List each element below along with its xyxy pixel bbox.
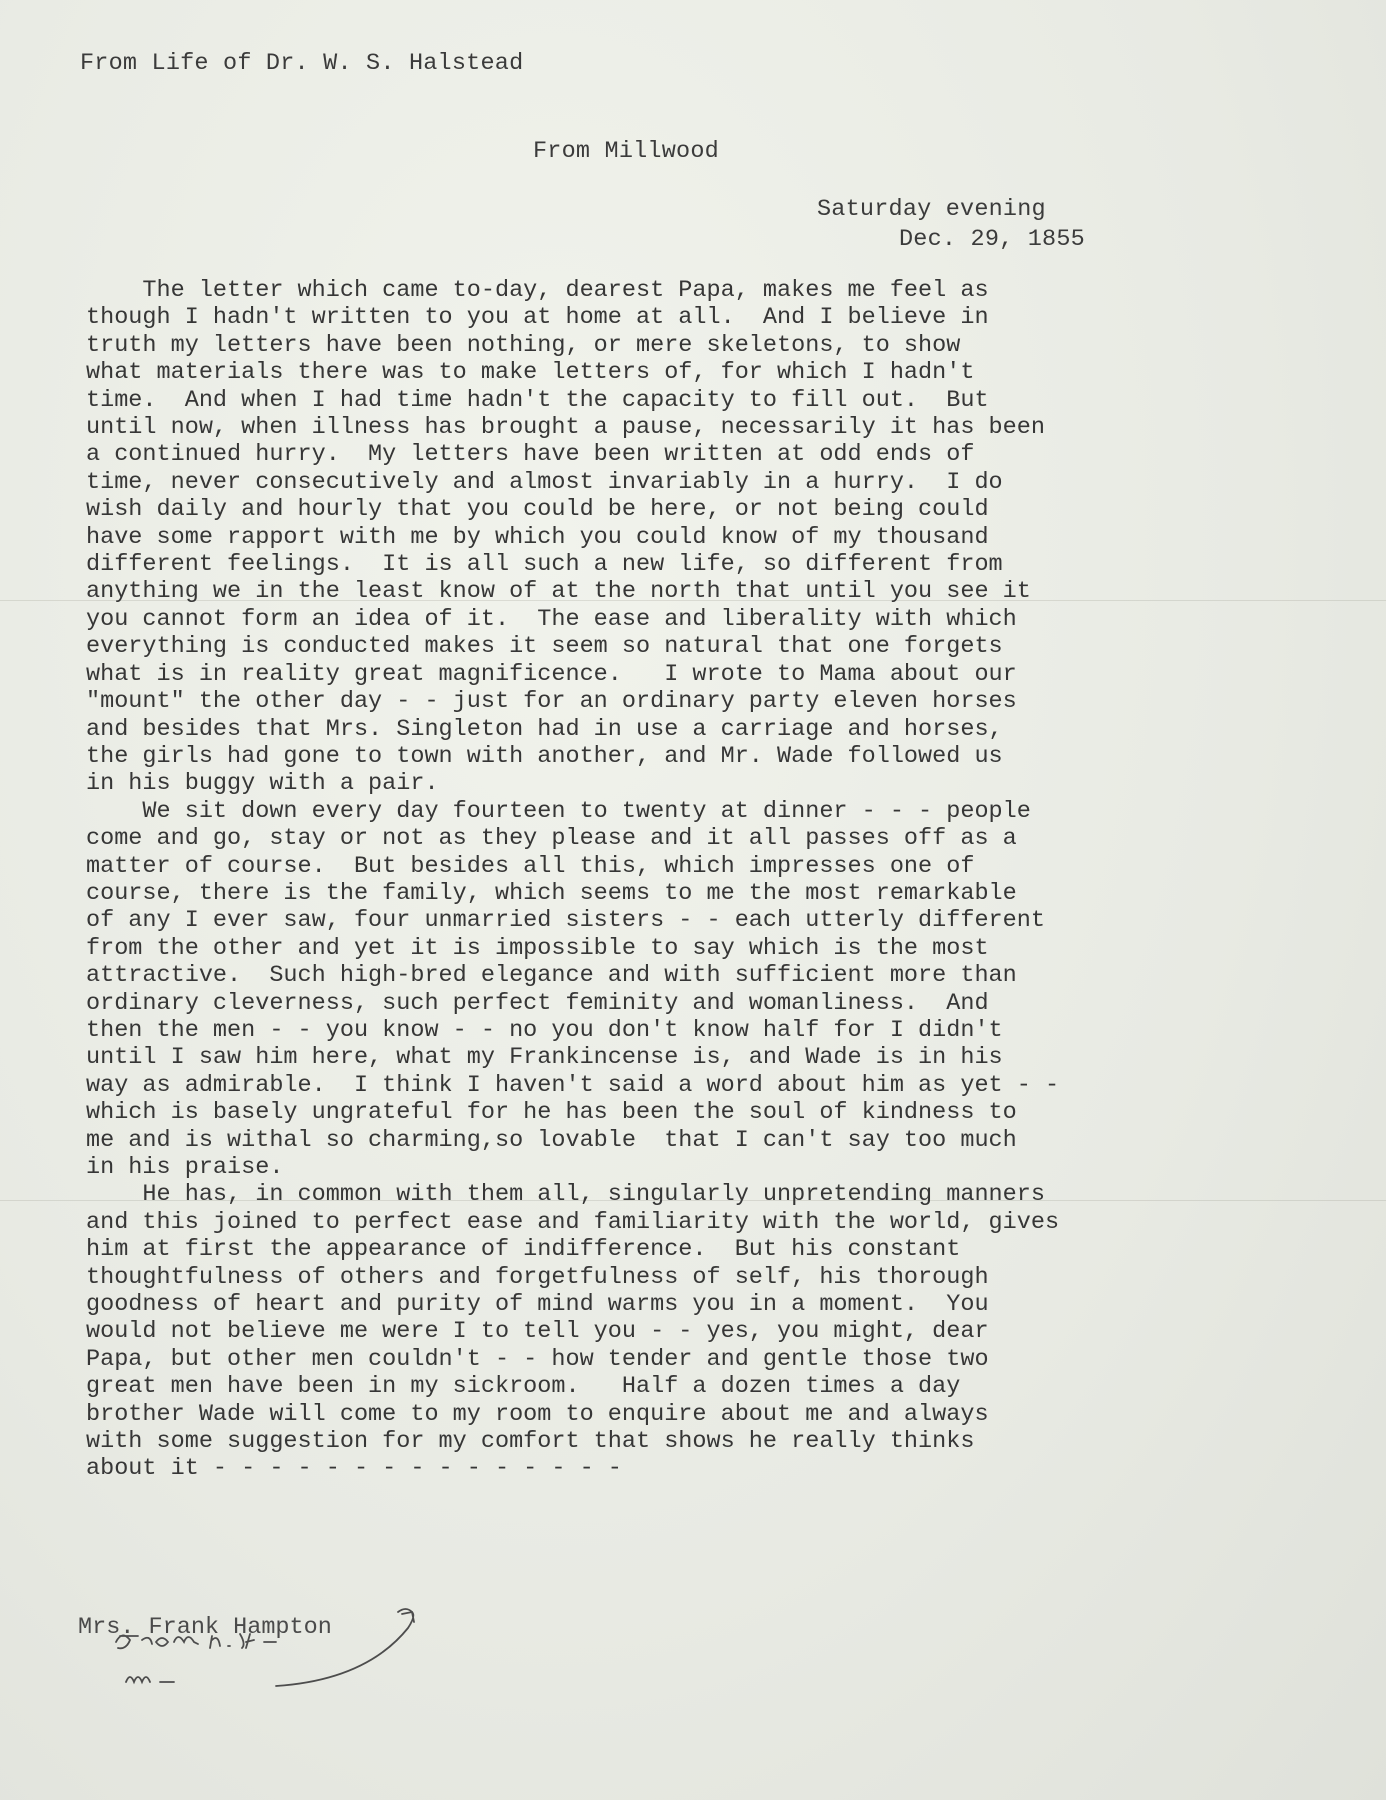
body-line: would not believe me were I to tell you - - yes, you might, dear xyxy=(86,1318,989,1346)
body-line: time. And when I had time hadn't the capacity to fill out. But xyxy=(86,386,989,414)
body-line: have some rapport with me by which you could know of my thousand xyxy=(86,523,989,551)
body-line: truth my letters have been nothing, or mere skeletons, to show xyxy=(86,331,961,359)
body-line: and besides that Mrs. Singleton had in use a carriage and horses, xyxy=(86,715,1003,743)
body-line: He has, in common with them all, singularly unpretending manners xyxy=(86,1181,1045,1209)
body-line: time, never consecutively and almost invariably in a hurry. I do xyxy=(86,468,1003,496)
source-note: From Life of Dr. W. S. Halstead xyxy=(80,50,524,77)
body-line: what materials there was to make letters of, for which I hadn't xyxy=(86,359,975,387)
letter-date-day: Saturday evening xyxy=(817,196,1046,223)
body-line: goodness of heart and purity of mind warms you in a moment. You xyxy=(86,1291,989,1319)
body-line: The letter which came to-day, dearest Papa, makes me feel as xyxy=(86,277,989,304)
body-line: thoughtfulness of others and forgetfulness of self, his thorough xyxy=(86,1263,989,1291)
letter-body xyxy=(86,277,1226,1483)
body-line: course, there is the family, which seems to me the most remarkable xyxy=(86,879,1017,907)
body-line: wish daily and hourly that you could be here, or not being could xyxy=(86,496,989,524)
body-line: from the other and yet it is impossible to say which is the most xyxy=(86,934,989,962)
body-line: with some suggestion for my comfort that shows he really thinks xyxy=(86,1428,975,1456)
body-line: until now, when illness has brought a pause, necessarily it has been xyxy=(86,414,1045,442)
body-line: me and is withal so charming,so lovable that I can't say too much xyxy=(86,1126,1017,1154)
body-line: which is basely ungrateful for he has been the soul of kindness to xyxy=(86,1099,1017,1127)
body-line: great men have been in my sickroom. Half a dozen times a day xyxy=(86,1373,961,1401)
body-line: attractive. Such high-bred elegance and with sufficient more than xyxy=(86,962,1017,990)
body-line: in his buggy with a pair. xyxy=(86,770,439,798)
body-line: the girls had gone to town with another, and Mr. Wade followed us xyxy=(86,742,1003,770)
body-line: of any I ever saw, four unmarried sisters - - each utterly different xyxy=(86,907,1045,935)
signature: Mrs. Frank Hampton xyxy=(78,1614,332,1641)
body-line: "mount" the other day - - just for an ordinary party eleven horses xyxy=(86,688,1017,716)
handwritten-annotation xyxy=(100,1600,460,1730)
body-line: what is in reality great magnificence. I wrote to Mama about our xyxy=(86,660,1017,688)
body-line: then the men - - you know - - no you don't know half for I didn't xyxy=(86,1016,1003,1044)
body-line: different feelings. It is all such a new life, so different from xyxy=(86,551,1003,579)
body-line: though I hadn't written to you at home at all. And I believe in xyxy=(86,304,989,332)
body-line: ordinary cleverness, such perfect feminity and womanliness. And xyxy=(86,989,989,1017)
body-line: and this joined to perfect ease and familiarity with the world, gives xyxy=(86,1208,1060,1236)
body-line: anything we in the least know of at the north that until you see it xyxy=(86,578,1031,606)
body-line: Papa, but other men couldn't - - how tender and gentle those two xyxy=(86,1345,989,1373)
body-line: in his praise. xyxy=(86,1154,284,1181)
letter-date: Dec. 29, 1855 xyxy=(899,226,1085,253)
letter-place: From Millwood xyxy=(533,138,719,165)
body-line: until I saw him here, what my Frankincense is, and Wade is in his xyxy=(86,1044,1003,1072)
body-line: a continued hurry. My letters have been written at odd ends of xyxy=(86,441,975,469)
body-line: way as admirable. I think I haven't said a word about him as yet - - xyxy=(86,1071,1060,1099)
body-line: you cannot form an idea of it. The ease and liberality with which xyxy=(86,605,1017,633)
body-line: brother Wade will come to my room to enquire about me and always xyxy=(86,1400,989,1428)
body-line: matter of course. But besides all this, which impresses one of xyxy=(86,852,975,880)
body-line: him at first the appearance of indifference. But his constant xyxy=(86,1236,961,1264)
body-line: about it - - - - - - - - - - - - - - - xyxy=(86,1455,622,1483)
body-line: everything is conducted makes it seem so natural that one forgets xyxy=(86,633,1003,661)
body-line: We sit down every day fourteen to twenty at dinner - - - people xyxy=(86,797,1031,825)
body-line: come and go, stay or not as they please and it all passes off as a xyxy=(86,825,1017,853)
